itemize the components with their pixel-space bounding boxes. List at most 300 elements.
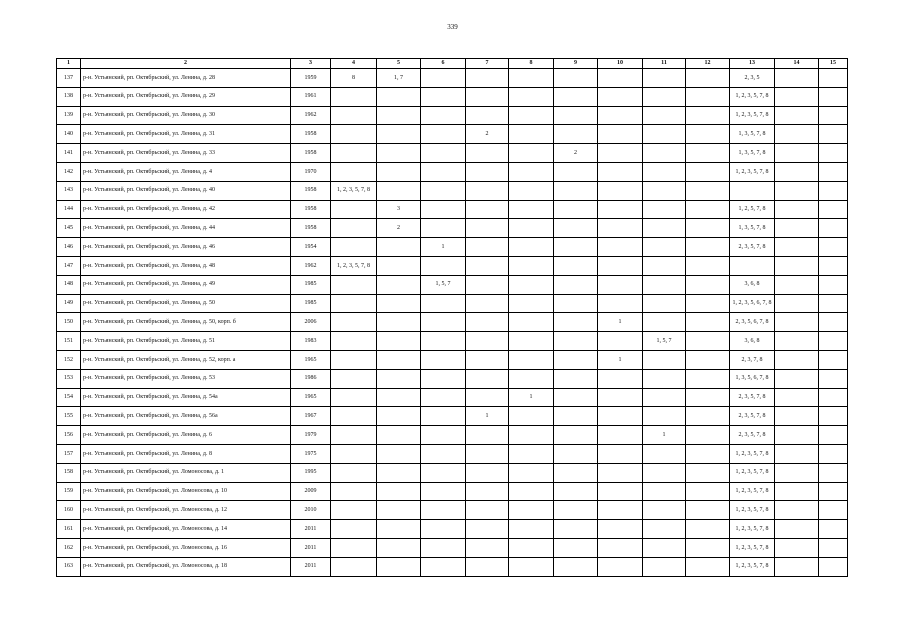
table-cell bbox=[554, 463, 598, 482]
table-cell bbox=[686, 275, 730, 294]
column-header-8: 8 bbox=[509, 59, 554, 69]
table-cell bbox=[509, 294, 554, 313]
table-cell bbox=[331, 332, 377, 351]
row-number-cell: 162 bbox=[57, 538, 81, 557]
year-cell: 1985 bbox=[291, 275, 331, 294]
table-cell bbox=[819, 482, 848, 501]
table-cell bbox=[331, 238, 377, 257]
table-row bbox=[57, 313, 848, 332]
table-cell bbox=[819, 520, 848, 539]
table-cell bbox=[819, 463, 848, 482]
table-cell bbox=[598, 200, 643, 219]
table-cell bbox=[643, 482, 686, 501]
table-cell bbox=[686, 125, 730, 144]
table-cell bbox=[598, 463, 643, 482]
table-cell: 2, 3, 7, 8 bbox=[730, 350, 775, 369]
table-cell: 1, 2, 3, 5, 7, 8 bbox=[331, 181, 377, 200]
address-cell: р-н. Устьянский, рп. Октябрьский, ул. Ленина, д. 54а bbox=[81, 388, 291, 407]
table-cell bbox=[554, 557, 598, 576]
table-cell bbox=[775, 87, 819, 106]
table-cell bbox=[598, 294, 643, 313]
table-cell bbox=[819, 125, 848, 144]
table-cell bbox=[377, 482, 421, 501]
table-cell bbox=[421, 557, 466, 576]
column-header-3: 3 bbox=[291, 59, 331, 69]
row-number-cell: 158 bbox=[57, 463, 81, 482]
table-cell: 1, 5, 7 bbox=[643, 332, 686, 351]
table-cell: 1, 2, 3, 5, 7, 8 bbox=[730, 538, 775, 557]
table-cell bbox=[554, 369, 598, 388]
table-cell bbox=[819, 219, 848, 238]
year-cell: 1962 bbox=[291, 106, 331, 125]
row-number-cell: 163 bbox=[57, 557, 81, 576]
table-cell bbox=[643, 501, 686, 520]
table-cell bbox=[819, 407, 848, 426]
row-number-cell: 156 bbox=[57, 426, 81, 445]
table-cell bbox=[377, 332, 421, 351]
table-cell bbox=[643, 200, 686, 219]
table-cell bbox=[509, 69, 554, 88]
table-cell bbox=[377, 313, 421, 332]
table-cell bbox=[377, 557, 421, 576]
table-cell bbox=[643, 444, 686, 463]
table-cell: 8 bbox=[331, 69, 377, 88]
table-cell bbox=[775, 181, 819, 200]
table-cell bbox=[643, 369, 686, 388]
table-cell bbox=[775, 350, 819, 369]
table-cell bbox=[421, 219, 466, 238]
table-cell bbox=[686, 482, 730, 501]
table-cell bbox=[554, 162, 598, 181]
table-cell bbox=[819, 256, 848, 275]
table-cell bbox=[421, 181, 466, 200]
table-cell bbox=[466, 350, 509, 369]
table-cell bbox=[331, 162, 377, 181]
table-cell bbox=[598, 162, 643, 181]
table-cell bbox=[819, 332, 848, 351]
table-cell bbox=[686, 407, 730, 426]
row-number-cell: 149 bbox=[57, 294, 81, 313]
row-number-cell: 148 bbox=[57, 275, 81, 294]
row-number-cell: 151 bbox=[57, 332, 81, 351]
table-cell bbox=[643, 538, 686, 557]
table-cell bbox=[331, 557, 377, 576]
table-cell bbox=[421, 444, 466, 463]
row-number-cell: 146 bbox=[57, 238, 81, 257]
table-cell bbox=[775, 482, 819, 501]
table-row bbox=[57, 332, 848, 351]
table-cell bbox=[466, 256, 509, 275]
table-cell bbox=[554, 407, 598, 426]
year-cell: 2010 bbox=[291, 501, 331, 520]
column-header-9: 9 bbox=[554, 59, 598, 69]
table-row bbox=[57, 125, 848, 144]
table-cell bbox=[819, 69, 848, 88]
table-cell bbox=[554, 87, 598, 106]
table-cell bbox=[819, 350, 848, 369]
table-cell bbox=[554, 275, 598, 294]
table-cell bbox=[686, 294, 730, 313]
table-cell bbox=[686, 87, 730, 106]
table-cell bbox=[598, 256, 643, 275]
table-cell bbox=[554, 219, 598, 238]
table-cell bbox=[598, 125, 643, 144]
table-cell bbox=[331, 369, 377, 388]
table-cell: 2, 3, 5, 7, 8 bbox=[730, 238, 775, 257]
table-row bbox=[57, 256, 848, 275]
year-cell: 1958 bbox=[291, 144, 331, 163]
table-cell bbox=[377, 388, 421, 407]
address-cell: р-н. Устьянский, рп. Октябрьский, ул. Ленина, д. 44 bbox=[81, 219, 291, 238]
year-cell: 1965 bbox=[291, 350, 331, 369]
address-cell: р-н. Устьянский, рп. Октябрьский, ул. Ленина, д. 49 bbox=[81, 275, 291, 294]
year-cell: 2009 bbox=[291, 482, 331, 501]
table-cell bbox=[331, 463, 377, 482]
table-row bbox=[57, 162, 848, 181]
table-cell bbox=[421, 463, 466, 482]
table-cell bbox=[686, 106, 730, 125]
table-cell: 1, 3, 5, 7, 8 bbox=[730, 125, 775, 144]
table-cell bbox=[643, 162, 686, 181]
table-cell bbox=[554, 520, 598, 539]
year-cell: 2011 bbox=[291, 557, 331, 576]
table-cell bbox=[509, 256, 554, 275]
table-cell bbox=[686, 238, 730, 257]
table-cell bbox=[554, 350, 598, 369]
row-number-cell: 138 bbox=[57, 87, 81, 106]
table-cell bbox=[421, 69, 466, 88]
table-row bbox=[57, 444, 848, 463]
table-cell bbox=[421, 256, 466, 275]
table-cell: 3, 6, 8 bbox=[730, 332, 775, 351]
column-header-11: 11 bbox=[643, 59, 686, 69]
table-cell: 1 bbox=[509, 388, 554, 407]
row-number-cell: 155 bbox=[57, 407, 81, 426]
table-cell bbox=[819, 388, 848, 407]
table-cell bbox=[331, 388, 377, 407]
table-cell bbox=[331, 87, 377, 106]
table-cell bbox=[643, 557, 686, 576]
table-cell bbox=[554, 482, 598, 501]
table-cell bbox=[819, 144, 848, 163]
table-row bbox=[57, 557, 848, 576]
table-cell bbox=[775, 388, 819, 407]
table-cell bbox=[598, 520, 643, 539]
table-cell: 1 bbox=[598, 350, 643, 369]
table-cell bbox=[377, 162, 421, 181]
table-cell bbox=[421, 294, 466, 313]
table-cell bbox=[775, 407, 819, 426]
table-cell bbox=[775, 69, 819, 88]
row-number-cell: 147 bbox=[57, 256, 81, 275]
table-cell bbox=[775, 238, 819, 257]
address-cell: р-н. Устьянский, рп. Октябрьский, ул. Ленина, д. 40 bbox=[81, 181, 291, 200]
column-header-14: 14 bbox=[775, 59, 819, 69]
table-cell bbox=[554, 538, 598, 557]
table-cell bbox=[509, 238, 554, 257]
table-cell bbox=[377, 125, 421, 144]
table-cell bbox=[466, 313, 509, 332]
address-cell: р-н. Устьянский, рп. Октябрьский, ул. Ленина, д. 50 bbox=[81, 294, 291, 313]
year-cell: 1975 bbox=[291, 444, 331, 463]
row-number-cell: 154 bbox=[57, 388, 81, 407]
table-cell bbox=[421, 407, 466, 426]
address-cell: р-н. Устьянский, рп. Октябрьский, ул. Ленина, д. 6 bbox=[81, 426, 291, 445]
table-cell bbox=[598, 444, 643, 463]
row-number-cell: 139 bbox=[57, 106, 81, 125]
address-cell: р-н. Устьянский, рп. Октябрьский, ул. Ломоносова, д. 10 bbox=[81, 482, 291, 501]
table-cell bbox=[686, 388, 730, 407]
table-cell bbox=[421, 162, 466, 181]
table-cell: 1, 5, 7 bbox=[421, 275, 466, 294]
table-cell bbox=[686, 144, 730, 163]
table-row bbox=[57, 144, 848, 163]
table-cell bbox=[775, 125, 819, 144]
table-cell bbox=[643, 463, 686, 482]
table-cell bbox=[686, 200, 730, 219]
table-cell bbox=[331, 219, 377, 238]
row-number-cell: 150 bbox=[57, 313, 81, 332]
table-cell bbox=[598, 181, 643, 200]
table-cell bbox=[509, 181, 554, 200]
table-cell bbox=[331, 275, 377, 294]
year-cell: 2011 bbox=[291, 520, 331, 539]
address-cell: р-н. Устьянский, рп. Октябрьский, ул. Ломоносова, д. 1 bbox=[81, 463, 291, 482]
table-cell: 1, 2, 3, 5, 7, 8 bbox=[730, 162, 775, 181]
table-cell bbox=[466, 501, 509, 520]
year-cell: 1961 bbox=[291, 87, 331, 106]
address-cell: р-н. Устьянский, рп. Октябрьский, ул. Ленина, д. 51 bbox=[81, 332, 291, 351]
table-cell bbox=[509, 106, 554, 125]
table-cell: 1, 2, 3, 5, 7, 8 bbox=[730, 557, 775, 576]
table-cell bbox=[331, 350, 377, 369]
table-row bbox=[57, 275, 848, 294]
table-cell bbox=[466, 463, 509, 482]
table-row bbox=[57, 106, 848, 125]
column-header-6: 6 bbox=[421, 59, 466, 69]
table-cell bbox=[686, 557, 730, 576]
table-row bbox=[57, 463, 848, 482]
year-cell: 1995 bbox=[291, 463, 331, 482]
table-cell bbox=[686, 520, 730, 539]
table-cell bbox=[466, 144, 509, 163]
table-cell bbox=[377, 181, 421, 200]
address-cell: р-н. Устьянский, рп. Октябрьский, ул. Ленина, д. 8 bbox=[81, 444, 291, 463]
table-cell bbox=[377, 444, 421, 463]
table-row bbox=[57, 219, 848, 238]
table-cell bbox=[331, 106, 377, 125]
table-cell bbox=[509, 219, 554, 238]
table-cell bbox=[598, 407, 643, 426]
table-cell bbox=[509, 125, 554, 144]
address-cell: р-н. Устьянский, рп. Октябрьский, ул. Ленина, д. 29 bbox=[81, 87, 291, 106]
table-row bbox=[57, 407, 848, 426]
table-cell bbox=[331, 125, 377, 144]
table-row bbox=[57, 538, 848, 557]
table-row bbox=[57, 482, 848, 501]
table-cell bbox=[775, 501, 819, 520]
row-number-cell: 159 bbox=[57, 482, 81, 501]
row-number-cell: 157 bbox=[57, 444, 81, 463]
table-cell bbox=[819, 501, 848, 520]
table-cell: 2 bbox=[377, 219, 421, 238]
table-cell bbox=[554, 181, 598, 200]
column-header-4: 4 bbox=[331, 59, 377, 69]
table-cell bbox=[466, 520, 509, 539]
table-cell bbox=[554, 444, 598, 463]
table-cell bbox=[686, 313, 730, 332]
table-cell bbox=[421, 520, 466, 539]
table-cell bbox=[686, 332, 730, 351]
table-cell bbox=[819, 106, 848, 125]
table-row bbox=[57, 200, 848, 219]
table-cell bbox=[775, 520, 819, 539]
table-cell bbox=[554, 106, 598, 125]
table-cell bbox=[509, 369, 554, 388]
table-cell bbox=[331, 200, 377, 219]
table-cell bbox=[466, 238, 509, 257]
page-number: 339 bbox=[447, 23, 458, 31]
table-cell: 2, 3, 5, 7, 8 bbox=[730, 407, 775, 426]
year-cell: 1965 bbox=[291, 388, 331, 407]
table-cell bbox=[554, 388, 598, 407]
table-cell bbox=[377, 369, 421, 388]
table-cell bbox=[421, 106, 466, 125]
year-cell: 2006 bbox=[291, 313, 331, 332]
year-cell: 1958 bbox=[291, 200, 331, 219]
address-cell: р-н. Устьянский, рп. Октябрьский, ул. Ломоносова, д. 16 bbox=[81, 538, 291, 557]
table-cell: 1, 2, 3, 5, 6, 7, 8 bbox=[730, 294, 775, 313]
table-cell: 1, 2, 3, 5, 7, 8 bbox=[730, 501, 775, 520]
row-number-cell: 141 bbox=[57, 144, 81, 163]
table-cell bbox=[377, 144, 421, 163]
table-cell bbox=[775, 106, 819, 125]
address-cell: р-н. Устьянский, рп. Октябрьский, ул. Ленина, д. 31 bbox=[81, 125, 291, 144]
table-cell bbox=[554, 294, 598, 313]
table-cell bbox=[643, 313, 686, 332]
table-cell bbox=[730, 181, 775, 200]
address-cell: р-н. Устьянский, рп. Октябрьский, ул. Ленина, д. 33 bbox=[81, 144, 291, 163]
table-cell bbox=[598, 426, 643, 445]
table-cell bbox=[775, 162, 819, 181]
table-cell bbox=[643, 350, 686, 369]
table-cell bbox=[598, 332, 643, 351]
table-cell bbox=[509, 463, 554, 482]
table-cell bbox=[466, 426, 509, 445]
table-cell bbox=[554, 200, 598, 219]
table-cell bbox=[421, 200, 466, 219]
table-cell bbox=[643, 388, 686, 407]
table-cell bbox=[421, 144, 466, 163]
table-cell bbox=[509, 144, 554, 163]
table-cell bbox=[509, 313, 554, 332]
table-cell bbox=[730, 256, 775, 275]
table-cell bbox=[554, 69, 598, 88]
table-cell bbox=[598, 219, 643, 238]
table-cell bbox=[775, 444, 819, 463]
table-cell bbox=[554, 125, 598, 144]
table-cell bbox=[686, 350, 730, 369]
row-number-cell: 153 bbox=[57, 369, 81, 388]
table-cell bbox=[466, 557, 509, 576]
table-cell bbox=[509, 557, 554, 576]
table-cell bbox=[421, 501, 466, 520]
table-cell bbox=[775, 369, 819, 388]
year-cell: 1958 bbox=[291, 125, 331, 144]
table-row bbox=[57, 426, 848, 445]
table-cell bbox=[554, 426, 598, 445]
table-cell: 1 bbox=[466, 407, 509, 426]
table-cell bbox=[598, 501, 643, 520]
table-cell bbox=[686, 256, 730, 275]
table-cell bbox=[377, 350, 421, 369]
address-cell: р-н. Устьянский, рп. Октябрьский, ул. Ленина, д. 28 bbox=[81, 69, 291, 88]
table-cell bbox=[643, 69, 686, 88]
table-cell bbox=[775, 426, 819, 445]
year-cell: 1967 bbox=[291, 407, 331, 426]
table-cell bbox=[421, 125, 466, 144]
table-cell bbox=[421, 350, 466, 369]
table-cell bbox=[775, 313, 819, 332]
table-cell: 1, 2, 3, 5, 7, 8 bbox=[331, 256, 377, 275]
column-header-13: 13 bbox=[730, 59, 775, 69]
table-cell: 2 bbox=[466, 125, 509, 144]
address-cell: р-н. Устьянский, рп. Октябрьский, ул. Ломоносова, д. 12 bbox=[81, 501, 291, 520]
table-cell bbox=[421, 538, 466, 557]
table-cell bbox=[466, 87, 509, 106]
table-cell bbox=[509, 501, 554, 520]
table-cell bbox=[331, 482, 377, 501]
table-cell bbox=[775, 200, 819, 219]
column-header-5: 5 bbox=[377, 59, 421, 69]
table-cell bbox=[643, 294, 686, 313]
column-header-7: 7 bbox=[466, 59, 509, 69]
table-cell bbox=[377, 275, 421, 294]
table-cell bbox=[819, 162, 848, 181]
table-cell bbox=[775, 332, 819, 351]
table-cell bbox=[466, 538, 509, 557]
table-cell bbox=[686, 369, 730, 388]
table-cell bbox=[643, 219, 686, 238]
table-cell bbox=[331, 144, 377, 163]
table-cell bbox=[819, 275, 848, 294]
table-cell bbox=[819, 181, 848, 200]
row-number-cell: 140 bbox=[57, 125, 81, 144]
table-cell bbox=[598, 369, 643, 388]
table-cell: 1, 3, 5, 7, 8 bbox=[730, 219, 775, 238]
year-cell: 1958 bbox=[291, 181, 331, 200]
table-cell bbox=[819, 369, 848, 388]
table-cell bbox=[466, 162, 509, 181]
table-cell bbox=[331, 407, 377, 426]
table-row bbox=[57, 181, 848, 200]
table-row bbox=[57, 369, 848, 388]
table-cell bbox=[686, 463, 730, 482]
address-cell: р-н. Устьянский, рп. Октябрьский, ул. Ленина, д. 48 bbox=[81, 256, 291, 275]
table-cell bbox=[819, 87, 848, 106]
table-cell bbox=[598, 388, 643, 407]
table-cell: 1, 2, 3, 5, 7, 8 bbox=[730, 520, 775, 539]
table-cell bbox=[554, 332, 598, 351]
table-cell bbox=[643, 275, 686, 294]
table-cell bbox=[775, 275, 819, 294]
table-cell bbox=[509, 444, 554, 463]
table-cell: 3, 6, 8 bbox=[730, 275, 775, 294]
table-cell bbox=[686, 69, 730, 88]
table-cell bbox=[466, 275, 509, 294]
table-cell: 1, 2, 5, 7, 8 bbox=[730, 200, 775, 219]
table-cell bbox=[421, 332, 466, 351]
